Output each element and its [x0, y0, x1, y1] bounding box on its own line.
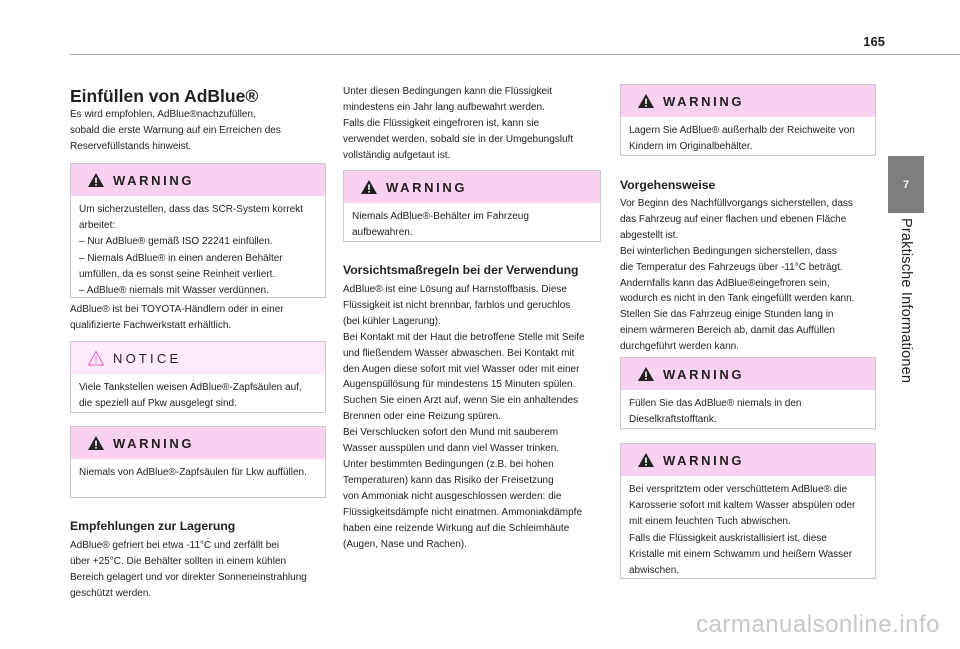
warning-text: Niemals von AdBlue®-Zapfsäulen für Lkw auffüllen.	[79, 467, 307, 478]
warning-title: WARNING	[386, 179, 468, 195]
warning-box	[70, 163, 326, 298]
chapter-title-text: Praktische Informationen	[898, 218, 914, 384]
warning-icon	[637, 452, 655, 468]
warning-text: Um sicherzustellen, dass das SCR-System korrekt arbeitet: – Nur AdBlue® gemäß ISO 22241 einfüllen. – Niemals AdBlue® in einen anderen Behälter umfüllen, da es sonst seine Reinheit verliert. – AdBlue® niemals mit Wasser verdünnen.	[79, 204, 303, 297]
warning-box	[620, 357, 876, 429]
procedure-text: Vor Beginn des Nachfüllvorgangs sicherstellen, dass das Fahrzeug auf einer flachen und ebenen Fläche abgestellt ist. Bei winterlichen Bedingungen sicherstellen, dass die Temperatur des Fahrzeugs über -11°C beträgt. Andernfalls kann das AdBlue®eingefroren sein, wodurch es nicht in den Tank eingefüllt werden kann. Stellen Sie das Fahrzeug einige Stunden lang in einem wärmeren Bereich ab, damit das Auffüllen durchgeführt werden kann.	[620, 198, 855, 353]
warning-box	[343, 170, 601, 242]
procedure-heading: Vorgehensweise	[620, 178, 716, 192]
notice-box	[70, 341, 326, 413]
warning-box	[620, 84, 876, 156]
warning-title: WARNING	[663, 366, 745, 382]
notice-text: Viele Tankstellen weisen AdBlue®-Zapfsäulen auf, die speziell auf Pkw ausgelegt sind.	[79, 382, 302, 410]
notice-header	[71, 342, 325, 374]
notice-icon	[87, 350, 105, 366]
watermark: carmanualsonline.info	[696, 611, 940, 638]
page-heading: Einfüllen von AdBlue®	[70, 86, 259, 106]
warning-icon	[637, 366, 655, 382]
chapter-tab[interactable]: 7	[888, 156, 924, 213]
warning-text: Füllen Sie das AdBlue® niemals in den Dieselkraftstofftank.	[629, 398, 802, 426]
warning-box	[620, 443, 876, 579]
warning-header	[71, 164, 325, 196]
warning-header	[71, 427, 325, 459]
warning-title: WARNING	[113, 172, 195, 188]
warning-icon	[87, 435, 105, 451]
chapter-title	[888, 218, 924, 438]
warning-title: WARNING	[663, 452, 745, 468]
warning-text: Niemals AdBlue®-Behälter im Fahrzeug aufbewahren.	[352, 211, 529, 239]
warning-icon	[637, 93, 655, 109]
notice-title: NOTICE	[113, 350, 182, 366]
warning-title: WARNING	[113, 435, 195, 451]
dealer-text: AdBlue® ist bei TOYOTA-Händlern oder in einer qualifizierte Fachwerkstatt erhältlich.	[70, 304, 284, 331]
warning-header	[621, 444, 875, 476]
warning-box	[70, 426, 326, 498]
intro-text: Es wird empfohlen, AdBlue®nachzufüllen, sobald die erste Warnung auf ein Erreichen des Reservefüllstands hinweist.	[70, 109, 281, 152]
precautions-heading: Vorsichtsmaßregeln bei der Verwendung	[343, 263, 579, 277]
warning-text: Lagern Sie AdBlue® außerhalb der Reichweite von Kindern im Originalbehälter.	[629, 125, 855, 153]
top-rule	[70, 54, 960, 55]
warning-text: Bei verspritztem oder verschüttetem AdBlue® die Karosserie sofort mit kaltem Wasser abspülen oder mit einem feuchten Tuch abwischen. Falls die Flüssigkeit auskristallisiert ist, diese Kristalle mit einem Schwamm und heißem Wasser abwischen.	[629, 484, 856, 577]
warning-title: WARNING	[663, 93, 745, 109]
storage-continued-text: Unter diesen Bedingungen kann die Flüssigkeit mindestens ein Jahr lang aufbewahrt werden. Falls die Flüssigkeit eingefroren ist, kann sie verwendet werden, sobald sie in der Umgebungsluft vollständig aufgetaut ist.	[343, 86, 574, 161]
page-number: 165	[863, 34, 885, 49]
warning-header	[621, 85, 875, 117]
storage-heading: Empfehlungen zur Lagerung	[70, 519, 236, 533]
precautions-text: AdBlue® ist eine Lösung auf Harnstoffbasis. Diese Flüssigkeit ist nicht brennbar, farblos und geruchlos (bei kühler Lagerung). Bei Kontakt mit der Haut die betroffene Stelle mit Seife und fließendem Wasser abwaschen. Bei Kontakt mit den Augen diese sofort mit viel Wasser oder mit einer Augenspüllösung für mindestens 15 Minuten spülen. Suchen Sie einen Arzt auf, wenn Sie ein anhaltendes Brennen oder eine Reizung spüren. Bei Verschlucken sofort den Mund mit sauberem Wasser ausspülen und dann viel Wasser trinken. Unter bestimmten Bedingungen (z.B. bei hohen Temperaturen) kann das Risiko der Freisetzung von Ammoniak nicht ausgeschlossen werden: die Flüssigkeitsdämpfe nicht einatmen. Ammoniakdämpfe haben eine reizende Wirkung auf die Schleimhäute (Augen, Nase und Rachen).	[343, 284, 585, 550]
storage-text: AdBlue® gefriert bei etwa -11°C und zerfällt bei über +25°C. Die Behälter sollten in einem kühlen Bereich gelagert und vor direkter Sonneneinstrahlung geschützt werden.	[70, 540, 307, 599]
warning-icon	[360, 179, 378, 195]
warning-header	[344, 171, 600, 203]
warning-header	[621, 358, 875, 390]
warning-icon	[87, 172, 105, 188]
